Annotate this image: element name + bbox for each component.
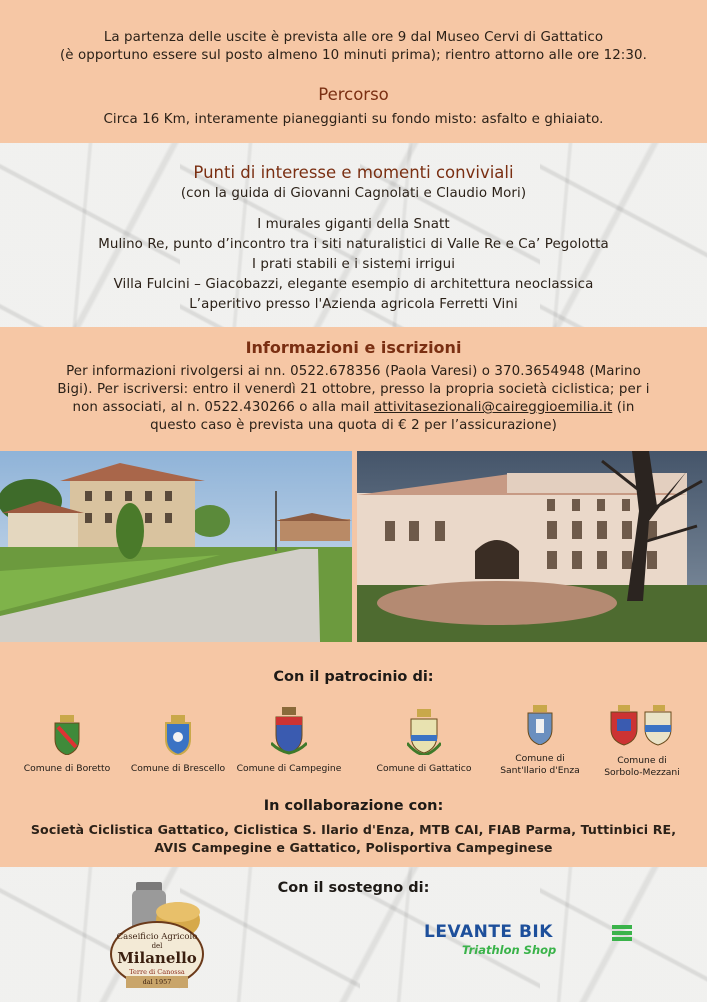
comune-campegine [236,707,342,775]
comune-gattatico [365,709,483,775]
intro-section [0,0,707,80]
comuni-row [0,705,707,790]
email-link[interactable]: attivitasezionali@caireggioemilia.it [374,400,613,415]
percorso-title: Percorso [318,85,389,104]
photo-farmhouse [0,451,352,642]
comune-label: Comune di Sorbolo-Mezzani [604,755,680,778]
percorso-text: Circa 16 Km, interamente pianeggianti su fondo misto: asfalto e ghiaiato. [103,112,604,127]
info-title: Informazioni e iscrizioni [245,338,462,357]
brescello-crest-icon [163,715,193,755]
info-line-3-pre: non associati, al n. 0522.430266 o alla mail [72,400,374,415]
photo-villa [357,451,707,642]
punti-subtitle: (con la guida di Giovanni Cagnolati e Claudio Mori) [180,186,527,201]
levante-sub: Triathlon Shop [462,943,557,957]
gattatico-crest-icon [407,709,441,755]
info-line-2: Bigi). Per iscriversi: entro il venerdì 21 ottobre, presso la propria società ciclistica; per i [57,382,650,397]
milanello-tagline: Terre di Canossa [129,968,185,976]
milanello-logo [106,880,208,992]
levante-bike-logo [424,922,644,966]
punti-item: L’aperitivo presso l'Azienda agricola Ferretti Vini [189,297,518,312]
info-line-3 [0,399,707,417]
sostegno-title: Con il sostegno di: [277,880,430,896]
comune-santilario [488,705,592,777]
milanello-name: Milanello [117,949,197,967]
comune-label: Comune di Boretto [23,763,111,774]
punti-item: I murales giganti della Snatt [257,217,450,232]
info-section [0,327,707,451]
punti-item: Mulino Re, punto d’incontro tra i siti naturalistici di Valle Re e Ca’ Pegolotta [98,237,609,252]
comune-label: Comune di Sant'Ilario d'Enza [500,753,580,776]
collaborazione-line-1: Società Ciclistica Gattatico, Ciclistica S. Ilario d'Enza, MTB CAI, FIAB Parma, Tuttinbici RE, [30,822,677,837]
punti-list [0,215,707,315]
levante-stripes-icon [612,925,632,941]
info-line-4: questo caso è prevista una quota di € 2 per l’assicurazione) [150,418,557,433]
comune-label: Comune di Brescello [130,763,226,774]
punti-section [0,143,707,327]
punti-item: Villa Fulcini – Giacobazzi, elegante esempio di architettura neoclassica [113,277,594,292]
santilario-crest-icon [525,705,555,745]
info-body [0,363,707,435]
intro-line-2: (è opportuno essere sul posto almeno 10 minuti prima); rientro attorno alle ore 12:30. [59,48,648,63]
collaborazione-text [0,821,707,857]
comune-label: Comune di Campegine [236,763,342,774]
intro-line-1: La partenza delle uscite è prevista alle ore 9 dal Museo Cervi di Gattatico [103,30,604,45]
punti-title: Punti di interesse e momenti conviviali [193,163,514,182]
collaborazione-title: In collaborazione con: [263,798,444,814]
comune-boretto [14,715,120,775]
collaborazione-line-2: AVIS Campegine e Gattatico, Polisportiva Campeginese [154,840,553,855]
punti-item: I prati stabili e i sistemi irrigui [251,257,456,272]
levante-name: LEVANTE BIK [424,922,553,942]
info-line-3-post: (in [612,400,635,415]
boretto-crest-icon [52,715,82,755]
comune-sorbolo-mezzani [594,705,690,779]
milanello-line-1: Caseificio Agricolo [116,932,198,942]
sorbolo-mezzani-crests-icon [607,705,677,747]
milanello-since: dal 1957 [142,978,172,986]
comune-label: Comune di Gattatico [376,763,472,774]
comune-brescello [125,715,231,775]
campegine-crest-icon [271,707,307,755]
info-line-1: Per informazioni rivolgersi ai nn. 0522.678356 (Paola Varesi) o 370.3654948 (Marino [66,364,641,379]
milanello-line-2: del [151,942,163,950]
patrocinio-title: Con il patrocinio di: [273,669,434,685]
percorso-section [0,80,707,143]
